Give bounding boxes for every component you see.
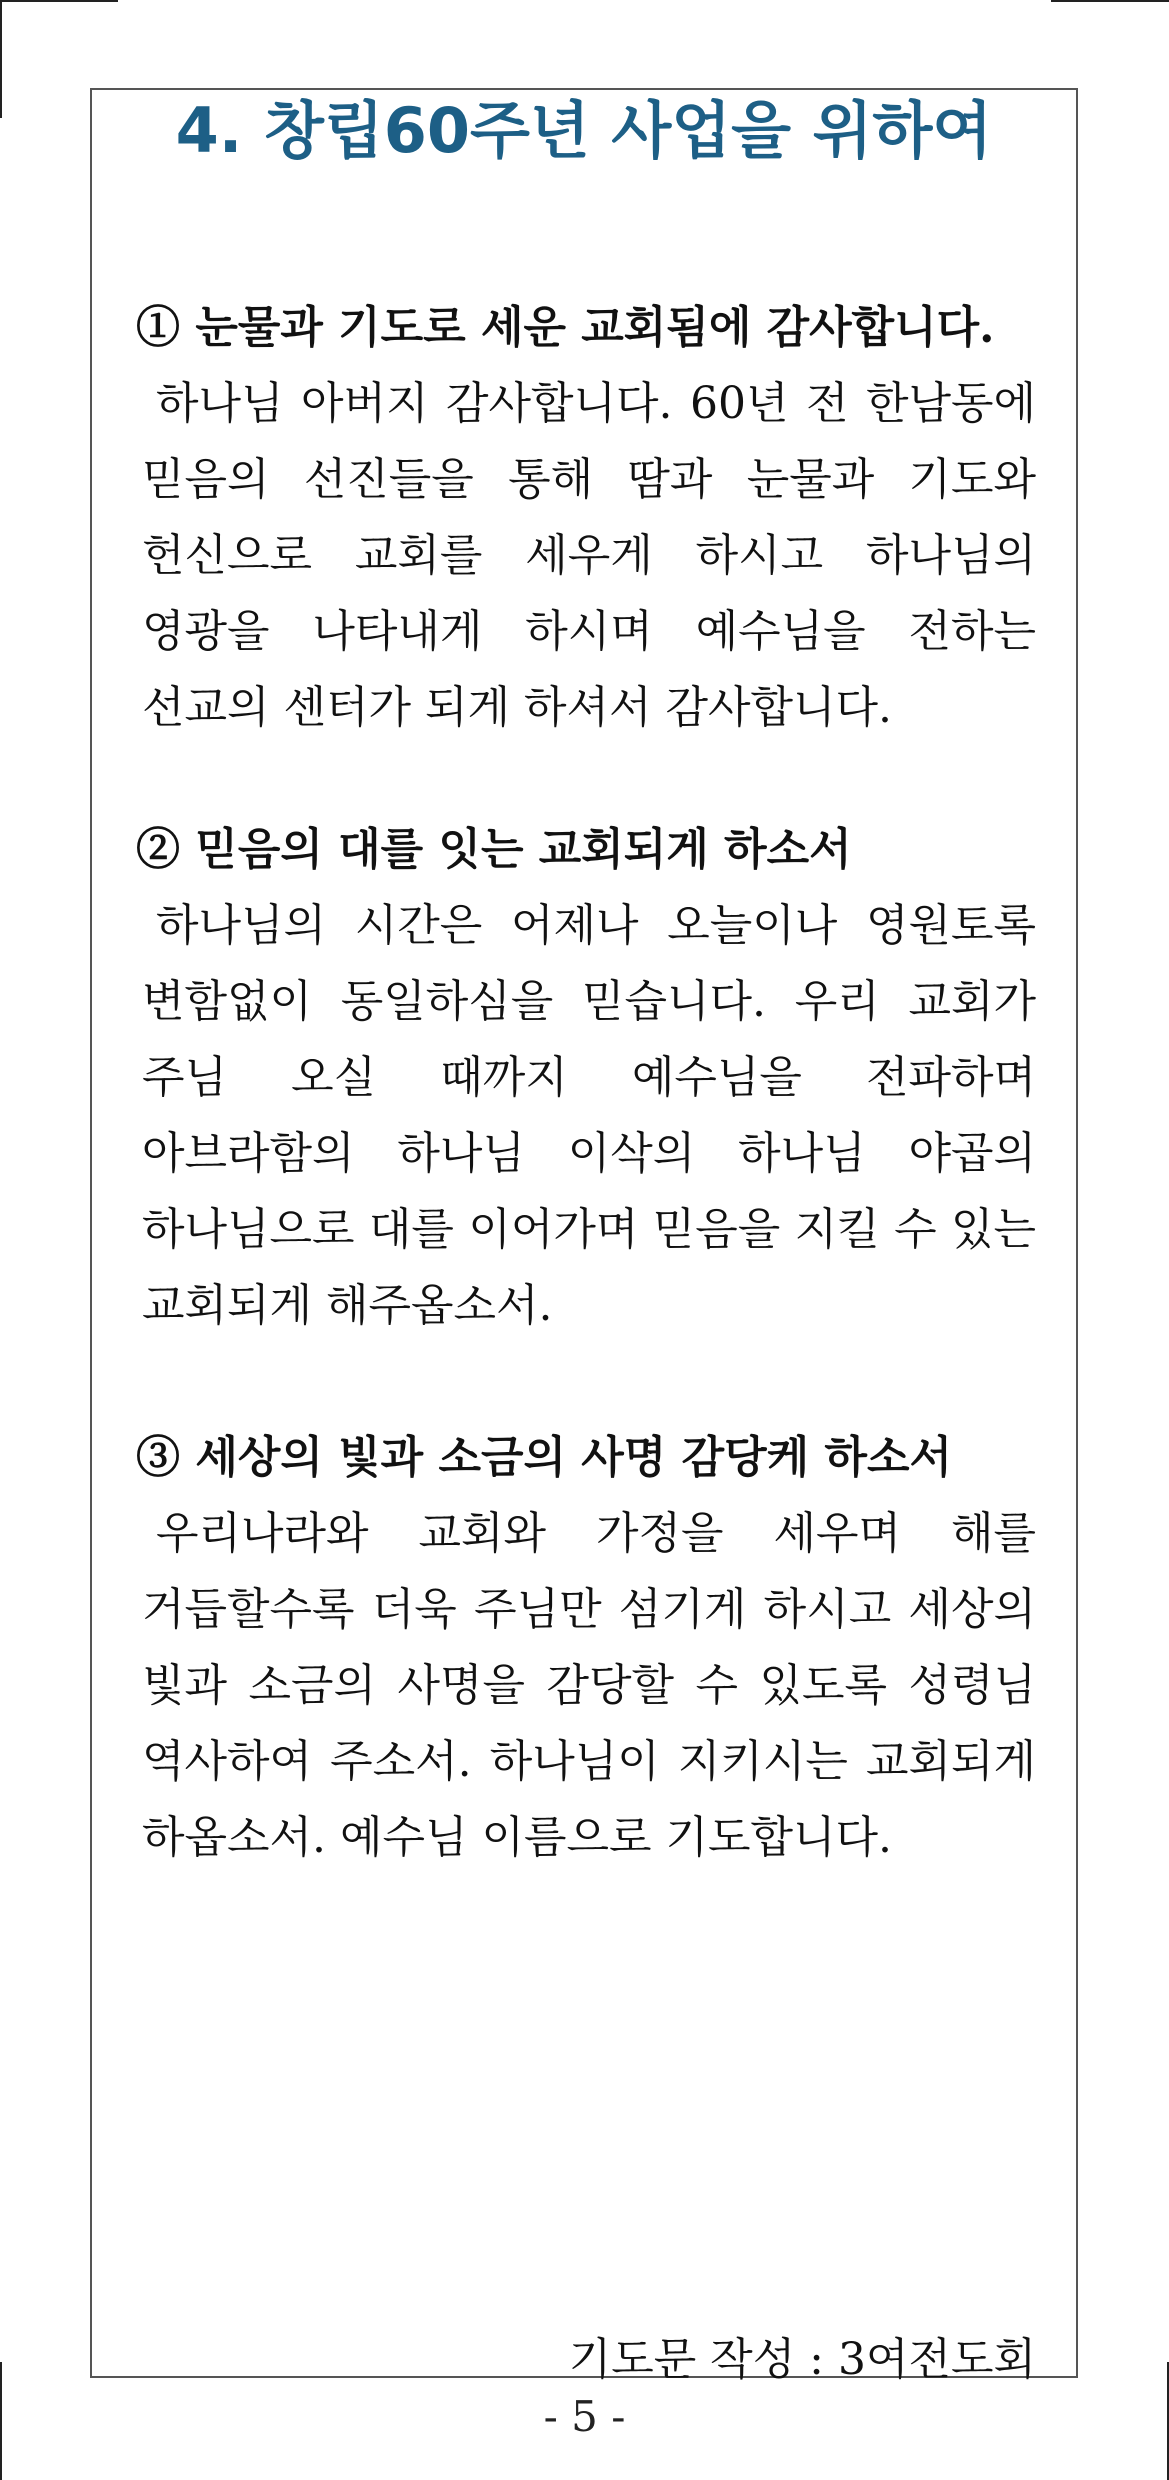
page-frame	[90, 88, 1078, 2385]
page-title: 4. 창립60주년 사업을 위하여	[175, 94, 993, 167]
page-number: - 5 -	[543, 2392, 626, 2441]
crop-mark-top-left-vertical	[0, 0, 2, 118]
crop-mark-top-left-horizontal	[0, 0, 118, 2]
section-body: 우리나라와 교회와 가정을 세우며 해를 거듭할수록 더욱 주님만 섬기게 하시고 세상의 빛과 소금의 사명을 감당할 수 있도록 성령님 역사하여 주소서. 하나님이 지키시는 교회되게 하옵소서. 예수님 이름으로 기도합니다.	[142, 1508, 1036, 1863]
section-heading: ③ 세상의 빛과 소금의 사명 감당케 하소서	[136, 1432, 952, 1483]
section-body: 하나님 아버지 감사합니다. 60년 전 한남동에 믿음의 선진들을 통해 땀과 눈물과 기도와 헌신으로 교회를 세우게 하시고 하나님의 영광을 나타내게 하시며 예수님을 전하는 선교의 센터가 되게 하셔서 감사합니다.	[142, 378, 1036, 733]
author-credit: 기도문 작성 : 3여전도회	[568, 2334, 1036, 2385]
prayer-section-2	[136, 812, 1036, 1344]
prayer-section-3	[136, 1420, 1036, 1876]
section-heading: ① 눈물과 기도로 세운 교회됨에 감사합니다.	[136, 302, 995, 353]
crop-mark-top-right-horizontal	[1051, 0, 1169, 2]
section-body: 하나님의 시간은 어제나 오늘이나 영원토록 변함없이 동일하심을 믿습니다. 우리 교회가 주님 오실 때까지 예수님을 전파하며 아브라함의 하나님 이삭의 하나님 야곱의 하나님으로 대를 이어가며 믿음을 지킬 수 있는 교회되게 해주옵소서.	[142, 900, 1036, 1331]
prayer-section-1	[136, 290, 1036, 746]
section-heading: ② 믿음의 대를 잇는 교회되게 하소서	[136, 824, 852, 875]
